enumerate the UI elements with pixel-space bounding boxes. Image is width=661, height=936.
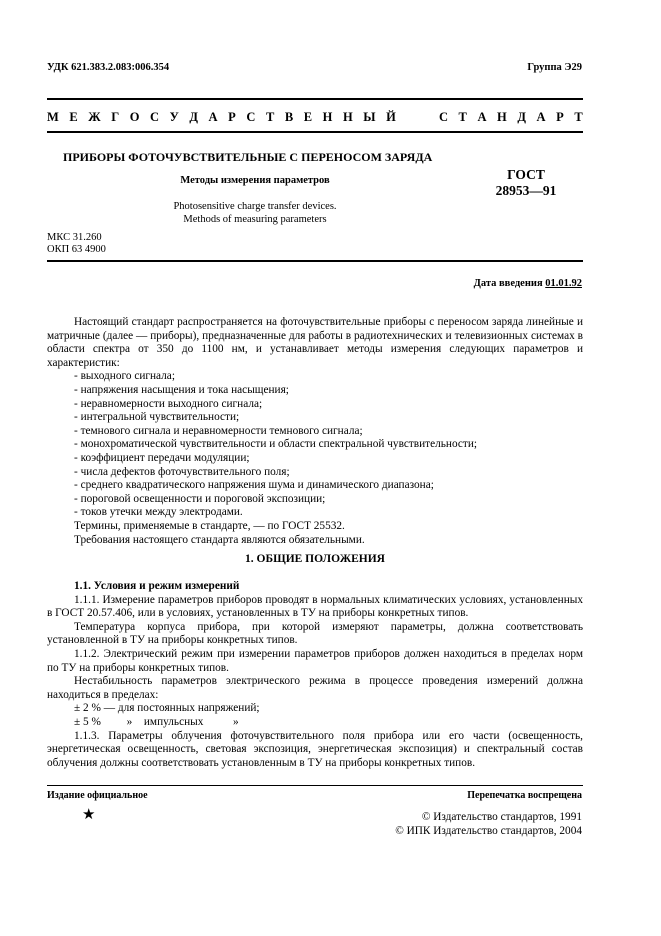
banner-letter: Н bbox=[322, 110, 333, 124]
list-item: - неравномерности выходного сигнала; bbox=[74, 397, 263, 410]
list-item: - коэффициент передачи модуляции; bbox=[74, 451, 250, 464]
effective-date bbox=[474, 278, 582, 289]
footer-rule bbox=[47, 785, 583, 786]
date-label: Дата введения bbox=[473, 278, 543, 289]
ditto-mark: » bbox=[233, 715, 239, 728]
reprint-notice: Перепечатка воспрещена bbox=[467, 790, 582, 801]
mandatory-paragraph: Требования настоящего стандарта являются обязательными. bbox=[74, 533, 365, 546]
classification-codes bbox=[47, 232, 106, 256]
list-item: - интегральной чувствительности; bbox=[74, 411, 240, 424]
list-item: - среднего квадратического напряжения шума и динамического диапазона; bbox=[74, 479, 434, 492]
list-item: - числа дефектов фоточувствительного поля; bbox=[74, 465, 290, 478]
ditto-mark: » bbox=[126, 715, 133, 728]
clause-1-1-1-temperature: Температура корпуса прибора, при которой измеряют параметры, должна соответствовать установленной в ТУ на приборы конкретных типов. bbox=[47, 620, 583, 647]
banner-letter: А bbox=[477, 110, 487, 124]
banner-letter: Д bbox=[517, 110, 526, 124]
section1-body bbox=[47, 580, 583, 770]
banner-letter: Н bbox=[497, 110, 507, 124]
intro-paragraph: Настоящий стандарт распространяется на фоточувствительные приборы с переносом заряда линейные и матричные (далее — приборы), предназначенные для работы в радиотехнических и телевизионных системах в области спектра от 350 до 1100 нм, и устанавливает методы измерения следующих параметров и характеристик: bbox=[47, 316, 583, 369]
gost-label: ГОСТ bbox=[507, 167, 545, 182]
list-item: - монохроматической чувствительности и области спектральной чувствительности; bbox=[74, 438, 478, 451]
clause-1-1-3: 1.1.3. Параметры облучения фоточувствительного поля прибора или его части (освещенность, энергетическая освещенность, световая экспозиция, энергетическая экспозиция) и спектральный состав облучения должны соответствовать установленным в ТУ на приборы конкретных типов. bbox=[47, 729, 583, 769]
banner-letter: М bbox=[47, 110, 59, 124]
banner-letter: Г bbox=[111, 110, 120, 124]
mks-code: МКС 31.260 bbox=[47, 232, 102, 243]
list-item: - выходного сигнала; bbox=[74, 370, 175, 383]
english-title-line: Photosensitive charge transfer devices. bbox=[173, 201, 337, 212]
list-item: - темнового сигнала и неравномерности темнового сигнала; bbox=[74, 424, 363, 437]
section-heading: 1. ОБЩИЕ ПОЛОЖЕНИЯ bbox=[245, 553, 385, 565]
banner-letter: Т bbox=[574, 110, 583, 124]
banner-letter: В bbox=[284, 110, 294, 124]
clause-1-1-1: 1.1.1. Измерение параметров приборов проводят в нормальных климатических условиях, установленных в ГОСТ 20.57.406, или в условиях, установленных в ТУ на приборы конкретных типов. bbox=[47, 593, 583, 620]
limit-pulse bbox=[47, 716, 583, 730]
banner-rule bbox=[47, 131, 583, 133]
banner-letter: Ы bbox=[363, 110, 376, 124]
star-icon: ★ bbox=[82, 807, 96, 823]
terms-paragraph: Термины, применяемые в стандарте, — по ГОСТ 25532. bbox=[74, 519, 345, 532]
limit-pulse-value: ± 5 % bbox=[74, 715, 101, 728]
copyright-line: © ИПК Издательство стандартов, 2004 bbox=[395, 825, 582, 837]
document-subtitle: Методы измерения параметров bbox=[180, 175, 330, 186]
intro-block bbox=[47, 316, 583, 547]
banner-letter: Р bbox=[228, 110, 236, 124]
banner-gap bbox=[406, 110, 428, 125]
banner-letter: Т bbox=[458, 110, 467, 124]
banner-letter: Й bbox=[386, 110, 396, 124]
official-edition: Издание официальное bbox=[47, 790, 148, 801]
banner-letter: С bbox=[150, 110, 160, 124]
banner-letter: Е bbox=[69, 110, 78, 124]
list-item: - токов утечки между электродами. bbox=[74, 506, 243, 519]
banner-letter: Р bbox=[556, 110, 564, 124]
okp-code: ОКП 63 4900 bbox=[47, 244, 106, 255]
banner-letter: Д bbox=[189, 110, 198, 124]
english-title bbox=[130, 200, 380, 226]
standard-banner bbox=[47, 110, 583, 125]
title-rule bbox=[47, 260, 583, 262]
limit-pulse-type: импульсных bbox=[143, 715, 204, 728]
copyright-block bbox=[395, 810, 582, 838]
limit-constant: ± 2 % — для постоянных напряжений; bbox=[74, 702, 260, 715]
banner-letter: А bbox=[536, 110, 546, 124]
banner-letter: Ж bbox=[88, 110, 101, 124]
group-code: Группа Э29 bbox=[527, 62, 582, 73]
banner-letter: С bbox=[246, 110, 256, 124]
banner-letter: Т bbox=[265, 110, 275, 124]
clause-1-1-2-instability: Нестабильность параметров электрического режима в процессе проведения измерений должна находиться в пределах: bbox=[47, 675, 583, 701]
banner-letter: С bbox=[438, 110, 448, 124]
date-value: 01.01.92 bbox=[545, 278, 582, 289]
banner-letter: У bbox=[169, 110, 179, 124]
banner-letter: Н bbox=[342, 110, 353, 124]
clause-1-1-2: 1.1.2. Электрический режим при измерении параметров приборов должен находиться в пределах норм по ТУ на приборы конкретных типов. bbox=[47, 647, 583, 674]
udk-code: УДК 621.383.2.083:006.354 bbox=[47, 62, 170, 73]
banner-letter: Е bbox=[303, 110, 313, 124]
banner-letter: О bbox=[129, 110, 140, 124]
gost-number: 28953—91 bbox=[495, 183, 557, 198]
document-title: ПРИБОРЫ ФОТОЧУВСТВИТЕЛЬНЫЕ С ПЕРЕНОСОМ ЗАРЯДА bbox=[63, 150, 433, 164]
english-title-line: Methods of measuring parameters bbox=[183, 214, 327, 225]
banner-letter: А bbox=[208, 110, 218, 124]
subsection-heading: 1.1. Условия и режим измерений bbox=[74, 580, 240, 592]
top-rule bbox=[47, 98, 583, 100]
copyright-line: © Издательство стандартов, 1991 bbox=[421, 811, 582, 823]
list-item: - напряжения насыщения и тока насыщения; bbox=[74, 383, 289, 396]
gost-designation bbox=[490, 167, 562, 199]
list-item: - пороговой освещенности и пороговой экспозиции; bbox=[74, 492, 326, 505]
